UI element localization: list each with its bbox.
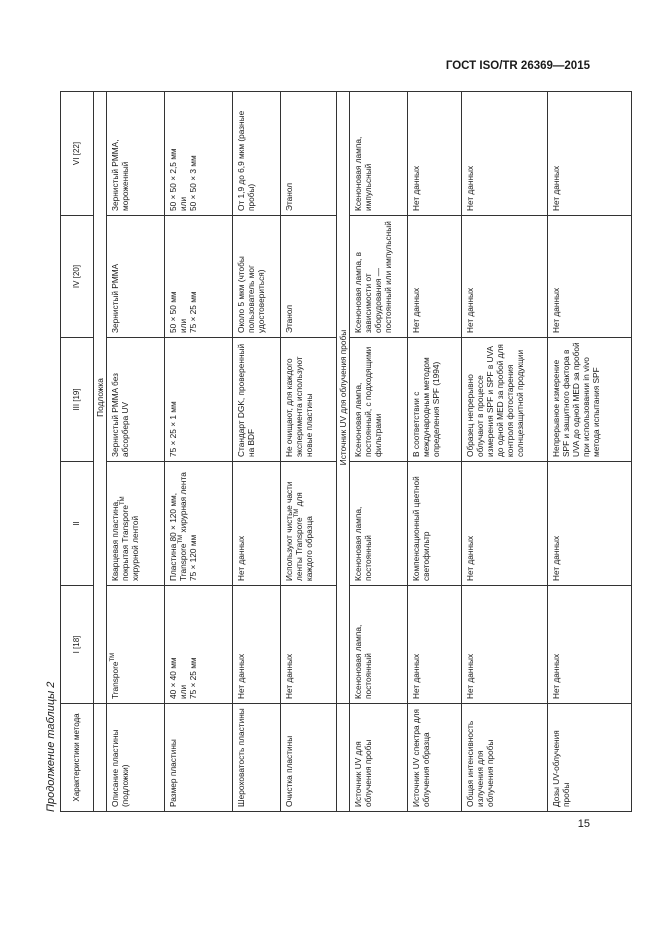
table-cell: В соответствии с международным методом определения SPF (1994) [408,338,462,462]
table-cell: Ксеноновая лампа, постоянный [350,462,408,586]
table-caption-wrap [44,92,58,812]
table-row [462,92,548,812]
column-header: III [19] [61,338,94,462]
table-cell: Этанол [281,92,337,216]
table-cell: Нет данных [548,462,632,586]
trademark-sup: TM [178,534,185,544]
table-row [233,92,281,812]
table-cell: Нет данных [233,586,281,704]
rotated-table-container [60,92,601,812]
table-row [548,92,632,812]
table-row [165,92,233,812]
row-label: Описание пластины (подложки) [107,704,165,812]
trademark-sup: TM [110,652,117,662]
table-row [408,92,462,812]
row-label: Дозы UV-облучения пробы [548,704,632,812]
table-cell: Ксеноновая лампа, постоянный, с подходящими фильтрами [350,338,408,462]
column-header: I [18] [61,586,94,704]
table-cell: Используют чистые части ленты Transpore™ для каждого образца [281,462,337,586]
table-cell: Компенсационный цветной светофильтр [408,462,462,586]
section-label-cell [337,704,350,812]
table-cell: Нет данных [548,216,632,338]
table-cell: Нет данных [281,586,337,704]
table-cell: Нет данных [233,462,281,586]
column-header: VI [22] [61,92,94,216]
table-cell: Нет данных [462,216,548,338]
table-cell: Образец непрерывно облучают в процессе измерения SPF и SPF в UVA до одной MED за пробой для контроля фотостарения солнцезащитной продукции [462,338,548,462]
table-cell: Кварцевая пластина, покрытая Transpore™ хирурной лентой [107,462,165,586]
table-cell: Зернистый PMMA без абсорбера UV [107,338,165,462]
section-title: Источник UV для облучения пробы [337,92,350,704]
methods-table [60,91,632,812]
page-number: 15 [577,818,590,830]
table-row [350,92,408,812]
table-cell: Нет данных [462,92,548,216]
table-cell: Зернистый PMMA, мороженный [107,92,165,216]
table-cell: Нет данных [408,216,462,338]
table-cell: Ксеноновая лампа, в зависимости от оборудования — постоянный или импульсный [350,216,408,338]
table-cell: От 1,9 до 6,9 мкм (разные пробы) [233,92,281,216]
table-cell: Около 5 мкм (чтобы пользователь мог удостовериться) [233,216,281,338]
table-cell: 40 × 40 мм или 75 × 25 мм [165,586,233,704]
trademark-sup: TM [294,508,301,518]
table-cell: Transpore™ [107,586,165,704]
table-cell: Нет данных [548,92,632,216]
table-cell: 75 × 25 × 1 мм [165,338,233,462]
column-header: II [61,462,94,586]
section-row [337,92,350,812]
column-header: Характеристики метода [61,704,94,812]
table-cell: Не очищают, для каждого эксперимента используют новые пластины [281,338,337,462]
table-cell: Пластина 80 × 120 мм, Transpore™ хирурная лента 75 × 120 мм [165,462,233,586]
row-label: Источник UV для облучения пробы [350,704,408,812]
trademark-sup: TM [120,496,127,506]
standard-header: ГОСТ ISO/TR 26369—2015 [445,60,590,72]
table-cell: Нет данных [462,462,548,586]
section-row [94,92,107,812]
table-caption: Продолжение таблицы 2 [45,681,57,812]
column-header: IV [20] [61,216,94,338]
row-label: Источник UV спектра для облучения образца [408,704,462,812]
table-row [107,92,165,812]
table-cell: 50 × 50 × 2,5 мм или 50 × 50 × 3 мм [165,92,233,216]
table-cell: Ксеноновая лампа, импульсный [350,92,408,216]
section-title: Подложка [94,92,107,704]
table-cell: Нет данных [408,586,462,704]
table-cell: Стандарт DGK, проверенный на BDF [233,338,281,462]
section-label-cell [94,704,107,812]
table-cell: Ксеноновая лампа, постоянный [350,586,408,704]
table-cell: 50 × 50 мм или 75 × 25 мм [165,216,233,338]
row-label: Очистка пластины [281,704,337,812]
table-cell: Этанол [281,216,337,338]
row-label: Размер пластины [165,704,233,812]
row-label: Общая интенсивность излучения для облучения пробы [462,704,548,812]
table-row [281,92,337,812]
table-cell: Непрерывное измерение SPF и защитного фактора в UVA до одной MED за пробой при использовании in vivo метода испытания SPF [548,338,632,462]
row-label: Шероховатость пластины [233,704,281,812]
table-cell: Нет данных [408,92,462,216]
table-cell: Нет данных [462,586,548,704]
table-header-row [61,92,94,812]
table-cell: Нет данных [548,586,632,704]
table-cell: Зернистый PMMA [107,216,165,338]
